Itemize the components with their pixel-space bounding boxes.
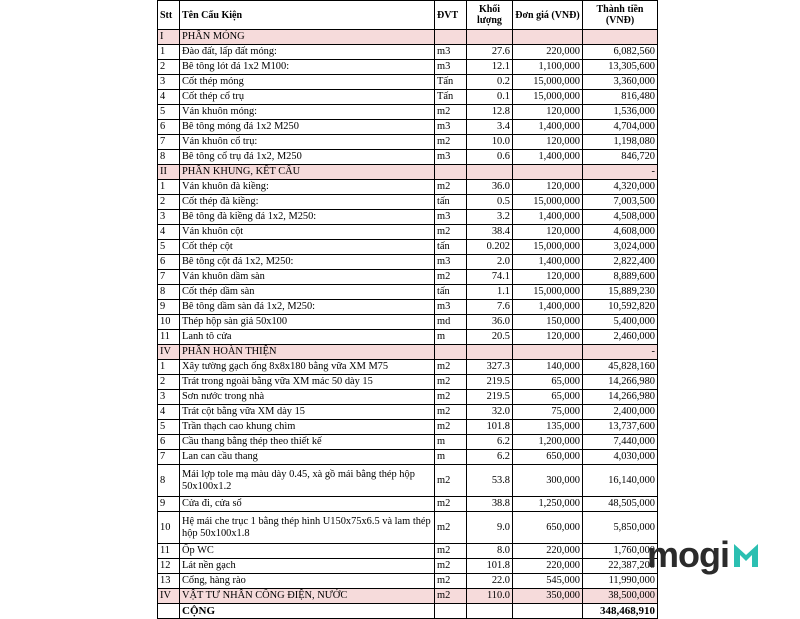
cell-unit: m2 — [435, 225, 467, 240]
cell-price: 120,000 — [513, 270, 583, 285]
cell-unit: m2 — [435, 420, 467, 435]
table-row — [158, 45, 658, 60]
cell-unit — [435, 30, 467, 45]
cell-stt: 5 — [158, 105, 180, 120]
cell-price: 15,000,000 — [513, 75, 583, 90]
cell-amount: - — [583, 165, 658, 180]
header-qty: Khối lượng — [467, 1, 513, 30]
table-row — [158, 300, 658, 315]
table-row — [158, 285, 658, 300]
section-row — [158, 589, 658, 604]
cell-amount: 16,140,000 — [583, 465, 658, 497]
cell-unit: m3 — [435, 210, 467, 225]
cell-amount: 4,704,000 — [583, 120, 658, 135]
cell-stt: 6 — [158, 435, 180, 450]
cell-stt: 4 — [158, 405, 180, 420]
section-row — [158, 345, 658, 360]
cell-unit: m2 — [435, 360, 467, 375]
cell-unit: m2 — [435, 465, 467, 497]
cell-stt: 6 — [158, 120, 180, 135]
cell-stt: IV — [158, 345, 180, 360]
cell-unit — [435, 604, 467, 619]
cell-stt: 3 — [158, 75, 180, 90]
table-row — [158, 450, 658, 465]
cell-unit: m2 — [435, 180, 467, 195]
logo-text: mogi — [647, 534, 729, 575]
cell-price: 545,000 — [513, 574, 583, 589]
cell-unit: m3 — [435, 120, 467, 135]
cell-unit: m2 — [435, 135, 467, 150]
cell-stt: I — [158, 30, 180, 45]
cell-amount: 846,720 — [583, 150, 658, 165]
cell-stt: 7 — [158, 135, 180, 150]
cell-name: Hệ mái che trục 1 bằng thép hình U150x75x6.5 và lam thép hộp 50x100x1.8 — [180, 512, 435, 544]
cell-amount: 816,480 — [583, 90, 658, 105]
cell-name: Cửa đi, cửa sổ — [180, 497, 435, 512]
cell-amount: 22,387,200 — [583, 559, 658, 574]
cell-stt: 7 — [158, 450, 180, 465]
cell-name: Ván khuôn móng: — [180, 105, 435, 120]
total-row — [158, 604, 658, 619]
cell-amount: 4,030,000 — [583, 450, 658, 465]
mogi-logo — [647, 535, 787, 575]
table-row — [158, 420, 658, 435]
cell-name: Bê tông móng đá 1x2 M250 — [180, 120, 435, 135]
header-stt: Stt — [158, 1, 180, 30]
cell-name: Cổng, hàng rào — [180, 574, 435, 589]
cell-amount: 14,266,980 — [583, 375, 658, 390]
cell-price: 65,000 — [513, 375, 583, 390]
cell-qty: 0.5 — [467, 195, 513, 210]
cell-name: Bê tông đà kiềng đá 1x2, M250: — [180, 210, 435, 225]
table-row — [158, 120, 658, 135]
table-row — [158, 574, 658, 589]
cell-name: Mái lợp tole mạ màu dày 0.45, xà gồ mái bằng thép hộp 50x100x1.2 — [180, 465, 435, 497]
cell-amount: 4,508,000 — [583, 210, 658, 225]
cell-name: Thép hộp sàn giả 50x100 — [180, 315, 435, 330]
cell-unit: m2 — [435, 270, 467, 285]
cell-price: 120,000 — [513, 105, 583, 120]
cell-price: 220,000 — [513, 45, 583, 60]
cell-qty: 101.8 — [467, 420, 513, 435]
cell-qty: 101.8 — [467, 559, 513, 574]
table-row — [158, 90, 658, 105]
cell-amount: 2,460,000 — [583, 330, 658, 345]
cell-qty: 22.0 — [467, 574, 513, 589]
cell-amount: 14,266,980 — [583, 390, 658, 405]
cell-qty: 6.2 — [467, 435, 513, 450]
cell-unit: m3 — [435, 300, 467, 315]
cell-stt: 4 — [158, 90, 180, 105]
cell-name: Lát nền gạch — [180, 559, 435, 574]
cell-amount: 5,850,000 — [583, 512, 658, 544]
cell-price: 1,400,000 — [513, 120, 583, 135]
table-row — [158, 75, 658, 90]
cell-price: 350,000 — [513, 589, 583, 604]
cell-unit: m2 — [435, 544, 467, 559]
header-amount: Thành tiền (VNĐ) — [583, 1, 658, 30]
cell-stt: 5 — [158, 240, 180, 255]
cell-unit — [435, 165, 467, 180]
cell-unit: m — [435, 330, 467, 345]
cell-price: 65,000 — [513, 390, 583, 405]
table-row — [158, 150, 658, 165]
cell-amount: 7,003,500 — [583, 195, 658, 210]
cell-stt: II — [158, 165, 180, 180]
cell-stt: 6 — [158, 255, 180, 270]
cell-price: 1,100,000 — [513, 60, 583, 75]
cell-name: Lanh tô cửa — [180, 330, 435, 345]
cell-name: Ván khuôn đà kiềng: — [180, 180, 435, 195]
cell-unit: m2 — [435, 589, 467, 604]
cell-amount: 13,737,600 — [583, 420, 658, 435]
cell-price — [513, 345, 583, 360]
cell-qty: 327.3 — [467, 360, 513, 375]
cell-qty: 20.5 — [467, 330, 513, 345]
header-row — [158, 1, 658, 30]
cell-unit: tấn — [435, 195, 467, 210]
cell-name: Sơn nước trong nhà — [180, 390, 435, 405]
cell-price: 650,000 — [513, 450, 583, 465]
table-row — [158, 195, 658, 210]
cell-amount: 3,360,000 — [583, 75, 658, 90]
table-row — [158, 135, 658, 150]
header-unit: ĐVT — [435, 1, 467, 30]
cell-stt: 3 — [158, 210, 180, 225]
header-price: Đơn giá (VNĐ) — [513, 1, 583, 30]
table-row — [158, 270, 658, 285]
table-row — [158, 60, 658, 75]
cell-amount: 6,082,560 — [583, 45, 658, 60]
cell-name: Ván khuôn dầm sàn — [180, 270, 435, 285]
cell-name: Cốt thép móng — [180, 75, 435, 90]
cell-stt: 5 — [158, 420, 180, 435]
cell-unit: m2 — [435, 105, 467, 120]
cell-stt: 1 — [158, 360, 180, 375]
cell-qty: 27.6 — [467, 45, 513, 60]
cell-qty: 12.1 — [467, 60, 513, 75]
table-row — [158, 435, 658, 450]
cell-unit: m3 — [435, 150, 467, 165]
cell-qty: 219.5 — [467, 390, 513, 405]
cell-qty: 32.0 — [467, 405, 513, 420]
table-row — [158, 544, 658, 559]
cell-name: Ván khuôn cột — [180, 225, 435, 240]
cell-unit: m — [435, 450, 467, 465]
cell-stt — [158, 604, 180, 619]
cell-qty: 10.0 — [467, 135, 513, 150]
cell-price: 15,000,000 — [513, 240, 583, 255]
cell-price: 300,000 — [513, 465, 583, 497]
cell-amount: 38,500,000 — [583, 589, 658, 604]
cell-amount: 7,440,000 — [583, 435, 658, 450]
cell-qty: 0.6 — [467, 150, 513, 165]
table-row — [158, 315, 658, 330]
cell-name: PHẦN MÓNG — [180, 30, 435, 45]
cell-amount: 2,822,400 — [583, 255, 658, 270]
cell-qty — [467, 30, 513, 45]
cell-unit: m2 — [435, 574, 467, 589]
cell-qty: 38.4 — [467, 225, 513, 240]
cell-stt: 8 — [158, 465, 180, 497]
cell-name: VẬT TƯ NHÂN CÔNG ĐIỆN, NƯỚC — [180, 589, 435, 604]
cell-price — [513, 604, 583, 619]
cell-qty: 8.0 — [467, 544, 513, 559]
cell-stt: 3 — [158, 390, 180, 405]
cell-qty: 74.1 — [467, 270, 513, 285]
cell-amount: 13,305,600 — [583, 60, 658, 75]
table-row — [158, 405, 658, 420]
cell-unit: m2 — [435, 559, 467, 574]
table-row — [158, 375, 658, 390]
cell-name: Bê tông cổ trụ đá 1x2, M250 — [180, 150, 435, 165]
cell-amount: 4,608,000 — [583, 225, 658, 240]
cell-name: CỘNG — [180, 604, 435, 619]
cell-qty — [467, 165, 513, 180]
cell-name: PHẦN HOÀN THIỆN — [180, 345, 435, 360]
cell-stt: 7 — [158, 270, 180, 285]
cell-qty: 9.0 — [467, 512, 513, 544]
section-row — [158, 165, 658, 180]
cell-amount: 15,889,230 — [583, 285, 658, 300]
cell-stt: IV — [158, 589, 180, 604]
cell-amount: 4,320,000 — [583, 180, 658, 195]
cell-price: 135,000 — [513, 420, 583, 435]
cell-name: Ván khuôn cổ trụ: — [180, 135, 435, 150]
cell-name: Lan can cầu thang — [180, 450, 435, 465]
cell-name: Trát trong ngoài bằng vữa XM mác 50 dày 15 — [180, 375, 435, 390]
cell-qty: 110.0 — [467, 589, 513, 604]
cell-price: 15,000,000 — [513, 90, 583, 105]
cell-unit: m2 — [435, 375, 467, 390]
cell-qty — [467, 345, 513, 360]
cell-amount: 1,198,080 — [583, 135, 658, 150]
cell-price: 150,000 — [513, 315, 583, 330]
cell-stt: 12 — [158, 559, 180, 574]
cell-amount: 11,990,000 — [583, 574, 658, 589]
cell-qty: 3.4 — [467, 120, 513, 135]
table-row — [158, 497, 658, 512]
cell-unit: m2 — [435, 390, 467, 405]
cell-unit: Tấn — [435, 75, 467, 90]
cell-name: Trát cột bằng vữa XM dày 15 — [180, 405, 435, 420]
cell-name: Cốt thép dầm sàn — [180, 285, 435, 300]
cell-qty: 12.8 — [467, 105, 513, 120]
cell-price: 1,400,000 — [513, 150, 583, 165]
cell-qty: 219.5 — [467, 375, 513, 390]
cell-price: 1,200,000 — [513, 435, 583, 450]
cell-price: 1,400,000 — [513, 255, 583, 270]
cell-amount: 1,536,000 — [583, 105, 658, 120]
cell-stt: 4 — [158, 225, 180, 240]
table-row — [158, 210, 658, 225]
cell-price: 120,000 — [513, 330, 583, 345]
cell-amount: 10,592,820 — [583, 300, 658, 315]
cell-qty: 2.0 — [467, 255, 513, 270]
cell-unit: m3 — [435, 255, 467, 270]
cell-price: 1,400,000 — [513, 210, 583, 225]
cell-name: Bê tông cột đá 1x2, M250: — [180, 255, 435, 270]
cell-stt: 9 — [158, 497, 180, 512]
table-row — [158, 360, 658, 375]
cell-price: 1,250,000 — [513, 497, 583, 512]
cell-qty — [467, 604, 513, 619]
cell-unit: m2 — [435, 497, 467, 512]
cell-unit: m3 — [435, 45, 467, 60]
cell-price: 120,000 — [513, 225, 583, 240]
cell-unit: m2 — [435, 512, 467, 544]
cell-price: 140,000 — [513, 360, 583, 375]
cell-amount: 2,400,000 — [583, 405, 658, 420]
cell-name: Cốt thép cột — [180, 240, 435, 255]
header-name: Tên Cấu Kiện — [180, 1, 435, 30]
table-row — [158, 240, 658, 255]
cell-qty: 1.1 — [467, 285, 513, 300]
cell-stt: 1 — [158, 180, 180, 195]
cell-amount — [583, 30, 658, 45]
cell-price: 120,000 — [513, 180, 583, 195]
cell-unit: m2 — [435, 405, 467, 420]
cell-price: 15,000,000 — [513, 285, 583, 300]
cell-stt: 2 — [158, 375, 180, 390]
cell-amount: 3,024,000 — [583, 240, 658, 255]
cell-unit: Tấn — [435, 90, 467, 105]
cell-qty: 36.0 — [467, 315, 513, 330]
cell-qty: 3.2 — [467, 210, 513, 225]
cell-unit — [435, 345, 467, 360]
cell-qty: 6.2 — [467, 450, 513, 465]
cost-estimate-table — [157, 0, 658, 619]
cell-unit: tấn — [435, 240, 467, 255]
cell-stt: 9 — [158, 300, 180, 315]
cell-name: Cầu thang bằng thép theo thiết kế — [180, 435, 435, 450]
cell-unit: m3 — [435, 60, 467, 75]
cell-amount: - — [583, 345, 658, 360]
cell-qty: 0.2 — [467, 75, 513, 90]
cell-name: PHẦN KHUNG, KẾT CẤU — [180, 165, 435, 180]
cell-stt: 8 — [158, 150, 180, 165]
cell-amount: 8,889,600 — [583, 270, 658, 285]
cell-price: 120,000 — [513, 135, 583, 150]
table-row — [158, 225, 658, 240]
cell-price — [513, 30, 583, 45]
cell-stt: 1 — [158, 45, 180, 60]
cell-name: Bê tông dầm sàn đá 1x2, M250: — [180, 300, 435, 315]
logo-m-icon — [731, 540, 761, 570]
cell-name: Cốt thép cổ trụ — [180, 90, 435, 105]
cell-price: 650,000 — [513, 512, 583, 544]
cell-stt: 8 — [158, 285, 180, 300]
cell-qty: 38.8 — [467, 497, 513, 512]
table-row — [158, 390, 658, 405]
cell-stt: 11 — [158, 544, 180, 559]
cell-name: Ốp WC — [180, 544, 435, 559]
cell-stt: 2 — [158, 195, 180, 210]
cell-unit: tấn — [435, 285, 467, 300]
cell-unit: md — [435, 315, 467, 330]
cell-stt: 10 — [158, 512, 180, 544]
cell-name: Trần thạch cao khung chìm — [180, 420, 435, 435]
cell-unit: m — [435, 435, 467, 450]
cell-qty: 36.0 — [467, 180, 513, 195]
table-row — [158, 180, 658, 195]
table-row — [158, 330, 658, 345]
cell-stt: 13 — [158, 574, 180, 589]
cell-qty: 0.1 — [467, 90, 513, 105]
cell-price: 15,000,000 — [513, 195, 583, 210]
cell-name: Đào đất, lấp đất móng: — [180, 45, 435, 60]
cell-price: 220,000 — [513, 559, 583, 574]
table-row — [158, 105, 658, 120]
cell-amount: 1,760,000 — [583, 544, 658, 559]
table-row — [158, 559, 658, 574]
cell-amount: 48,505,000 — [583, 497, 658, 512]
cell-qty: 53.8 — [467, 465, 513, 497]
cell-qty: 0.202 — [467, 240, 513, 255]
cell-amount: 45,828,160 — [583, 360, 658, 375]
table-row — [158, 255, 658, 270]
cell-stt: 11 — [158, 330, 180, 345]
cell-amount: 348,468,910 — [583, 604, 658, 619]
cell-price: 220,000 — [513, 544, 583, 559]
cell-stt: 2 — [158, 60, 180, 75]
cell-price: 1,400,000 — [513, 300, 583, 315]
table-row — [158, 465, 658, 497]
cell-price — [513, 165, 583, 180]
cell-qty: 7.6 — [467, 300, 513, 315]
section-row — [158, 30, 658, 45]
table-row — [158, 512, 658, 544]
cell-price: 75,000 — [513, 405, 583, 420]
cell-name: Bê tông lót đá 1x2 M100: — [180, 60, 435, 75]
cell-name: Xây tường gạch ống 8x8x180 bằng vữa XM M75 — [180, 360, 435, 375]
cell-name: Cốt thép đà kiềng: — [180, 195, 435, 210]
cell-amount: 5,400,000 — [583, 315, 658, 330]
cell-stt: 10 — [158, 315, 180, 330]
